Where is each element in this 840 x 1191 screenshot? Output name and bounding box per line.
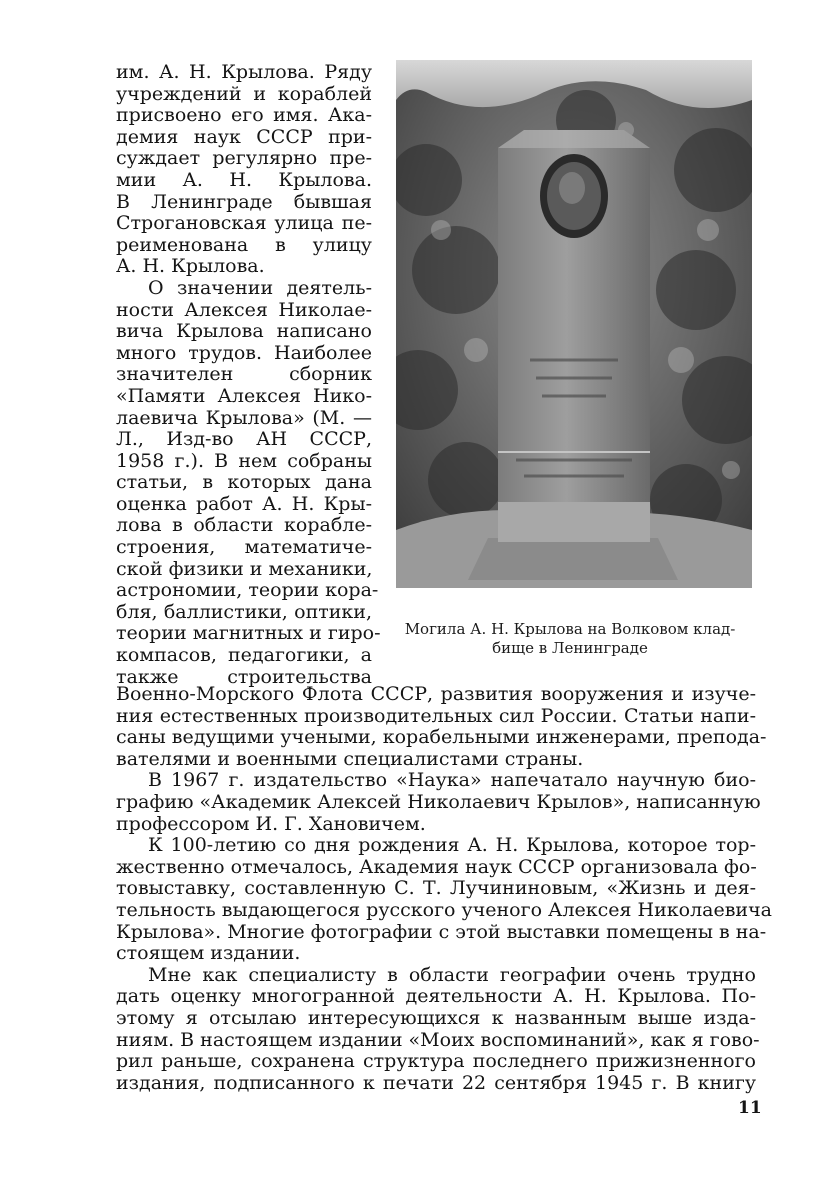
photo-caption [380,620,760,658]
text-line: жественно отмечалось, Академия наук СССР организовала фо- [116,855,757,878]
text-line: тельность выдающегося русского ученого Алексея Николаевича [116,898,772,921]
text-line: В Ленинграде бывшая [116,190,372,213]
text-line: Л., Изд-во АН СССР, [116,428,372,451]
text-line: также строительства [116,665,372,688]
text-line: ской физики и механики, [116,557,373,580]
text-line: Строгановская улица пе- [116,212,372,235]
page-number: 11 [738,1098,762,1118]
text-line: О значении деятель- [148,276,372,299]
text-line: оценка работ А. Н. Кры- [116,492,372,515]
text-line: лова в области корабле- [116,514,372,537]
text-line: статьи, в которых дана [116,471,372,494]
text-line: много трудов. Наиболее [116,341,372,364]
text-line: издания, подписанного к печати 22 сентября 1945 г. В книгу [116,1071,756,1094]
text-line: Крылова». Многие фотографии с этой выставки помещены в на- [116,920,767,943]
text-line: теории магнитных и гиро- [116,622,381,645]
text-line: Мне как специалисту в области географии очень трудно [148,963,756,986]
text-line: ности Алексея Николае- [116,298,372,321]
text-line: В 1967 г. издательство «Наука» напечатало научную био- [148,769,756,792]
text-line: ния естественных производительных сил России. Статьи напи- [116,704,756,727]
text-line: Военно-Морского Флота СССР, развития вооружения и изуче- [116,683,756,705]
text-line: этому я отсылаю интересующихся к названным выше изда- [116,1006,756,1029]
text-line: вича Крылова написано [116,320,372,343]
text-line: компасов, педагогики, а [116,644,372,667]
text-line: стоящем издании. [116,942,301,965]
text-line: строения, математиче- [116,536,372,559]
text-line: рил раньше, сохранена структура последнего прижизненного [116,1050,756,1073]
text-line: саны ведущими учеными, корабельными инженерами, препода- [116,726,767,749]
caption-line: Могила А. Н. Крылова на Волковом клад- [404,620,736,638]
text-line: демия наук СССР при- [116,125,372,148]
text-line: значителен сборник [116,363,372,386]
text-line: графию «Академик Алексей Николаевич Крылов», написанную [116,790,761,813]
text-line: реименована в улицу [116,233,372,256]
text-line: учреждений и кораблей [116,82,372,105]
text-line: 1958 г.). В нем собраны [116,449,372,472]
text-line: присвоено его имя. Ака- [116,104,372,127]
left-column-text [116,61,381,688]
text-line: «Памяти Алексея Нико- [116,384,372,407]
text-line: лаевича Крылова» (М. — [116,406,372,429]
text-line: вателями и военными специалистами страны. [116,747,584,770]
text-line: товыставку, составленную С. Т. Лучининовым, «Жизнь и дея- [116,877,756,900]
text-line: астрономии, теории кора- [116,579,379,602]
text-line: ниям. В настоящем издании «Моих воспоминаний», как я гово- [116,1028,760,1051]
text-line: А. Н. Крылова. [116,255,265,278]
text-line: дать оценку многогранной деятельности А. Н. Крылова. По- [116,985,756,1008]
text-line: мии А. Н. Крылова. [116,168,372,191]
caption-line: бище в Ленинграде [492,639,648,657]
text-line: бля, баллистики, оптики, [116,600,372,623]
text-line: профессором И. Г. Хановичем. [116,812,426,835]
text-line: К 100-летию со дня рождения А. Н. Крылова, которое тор- [148,834,756,857]
text-line: суждает регулярно пре- [116,147,372,170]
grave-photograph [396,60,752,588]
full-width-text [116,683,772,1094]
text-line: им. А. Н. Крылова. Ряду [116,61,372,83]
